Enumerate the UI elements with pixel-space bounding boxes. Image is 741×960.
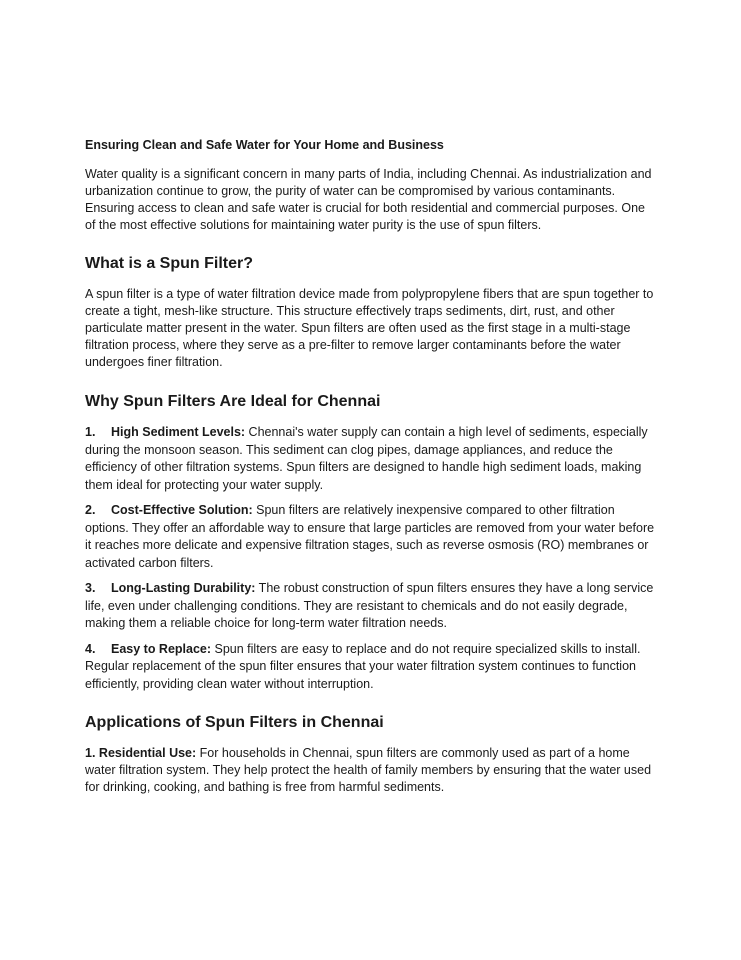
- list-item-term: Long-Lasting Durability:: [111, 581, 256, 595]
- list-item-text: For households in Chennai, spun filters are commonly used as part of a home water filtration system. They help protect the health of family members by ensuring that the water used for drinking, cooking, and bathing is free from harmful sediments.: [85, 746, 652, 794]
- intro-paragraph: Water quality is a significant concern in many parts of India, including Chennai. As industrialization and urbanization continue to grow, the purity of water can be compromised by various contaminants. Ensuring access to clean and safe water is crucial for both residential and commercial purposes. One of the most effective solutions for maintaining water purity is the use of spun filters.: [85, 167, 652, 232]
- what-is-paragraph: A spun filter is a type of water filtration device made from polypropylene fibers that are spun together to create a tight, mesh-like structure. This structure effectively traps sediments, dirt, rust, and other particulate matter present in the water. Spun filters are often used as the first stage in a multi-stage filtration process, where they serve as a pre-filter to remove larger contaminants before the water undergoes finer filtration.: [85, 287, 654, 369]
- list-item-number: 3.: [85, 581, 96, 595]
- list-item-term: Cost-Effective Solution:: [111, 503, 253, 517]
- section-heading-why: Why Spun Filters Are Ideal for Chennai: [85, 393, 381, 410]
- list-item-term: High Sediment Levels:: [111, 425, 246, 439]
- list-item-text: Chennai's water supply can contain a high level of sediments, especially during the monsoon season. This sediment can clog pipes, damage appliances, and reduce the efficiency of other filtration systems. Spun filters are designed to handle high sediment loads, making them ideal for protecting your water supply.: [85, 425, 648, 492]
- applications-list-item: [85, 745, 657, 796]
- list-item-number: 1.: [85, 425, 96, 439]
- list-item-term: Residential Use:: [98, 746, 197, 760]
- document-title: Ensuring Clean and Safe Water for Your Home and Business: [85, 138, 444, 152]
- list-item-number: 4.: [85, 641, 96, 656]
- section-heading-what-is: What is a Spun Filter?: [85, 255, 254, 272]
- list-item-number: 1.: [85, 746, 96, 760]
- why-list-item: [85, 424, 657, 494]
- why-list-item: [85, 502, 657, 572]
- list-item-text: The robust construction of spun filters ensures they have a long service life, even under challenging conditions. They are resistant to chemicals and do not easily degrade, making them a reliable choice for long-term water filtration needs.: [85, 581, 654, 630]
- document-body: [85, 137, 657, 796]
- why-list-item: [85, 641, 657, 694]
- why-list-item: [85, 580, 657, 633]
- section-heading-applications: Applications of Spun Filters in Chennai: [85, 714, 384, 731]
- list-item-number: 2.: [85, 503, 96, 517]
- list-item-term: Easy to Replace:: [111, 641, 212, 656]
- list-item-text: Spun filters are easy to replace and do not require specialized skills to install. Regular replacement of the spun filter ensures that your water filtration system continues to function efficiently, providing clean water without interruption.: [85, 641, 641, 691]
- list-item-text: Spun filters are relatively inexpensive compared to other filtration options. They offer an affordable way to ensure that large particles are removed from your water before it reaches more delicate and expensive filtration stages, such as reverse osmosis (RO) membranes or activated carbon filters.: [85, 503, 655, 570]
